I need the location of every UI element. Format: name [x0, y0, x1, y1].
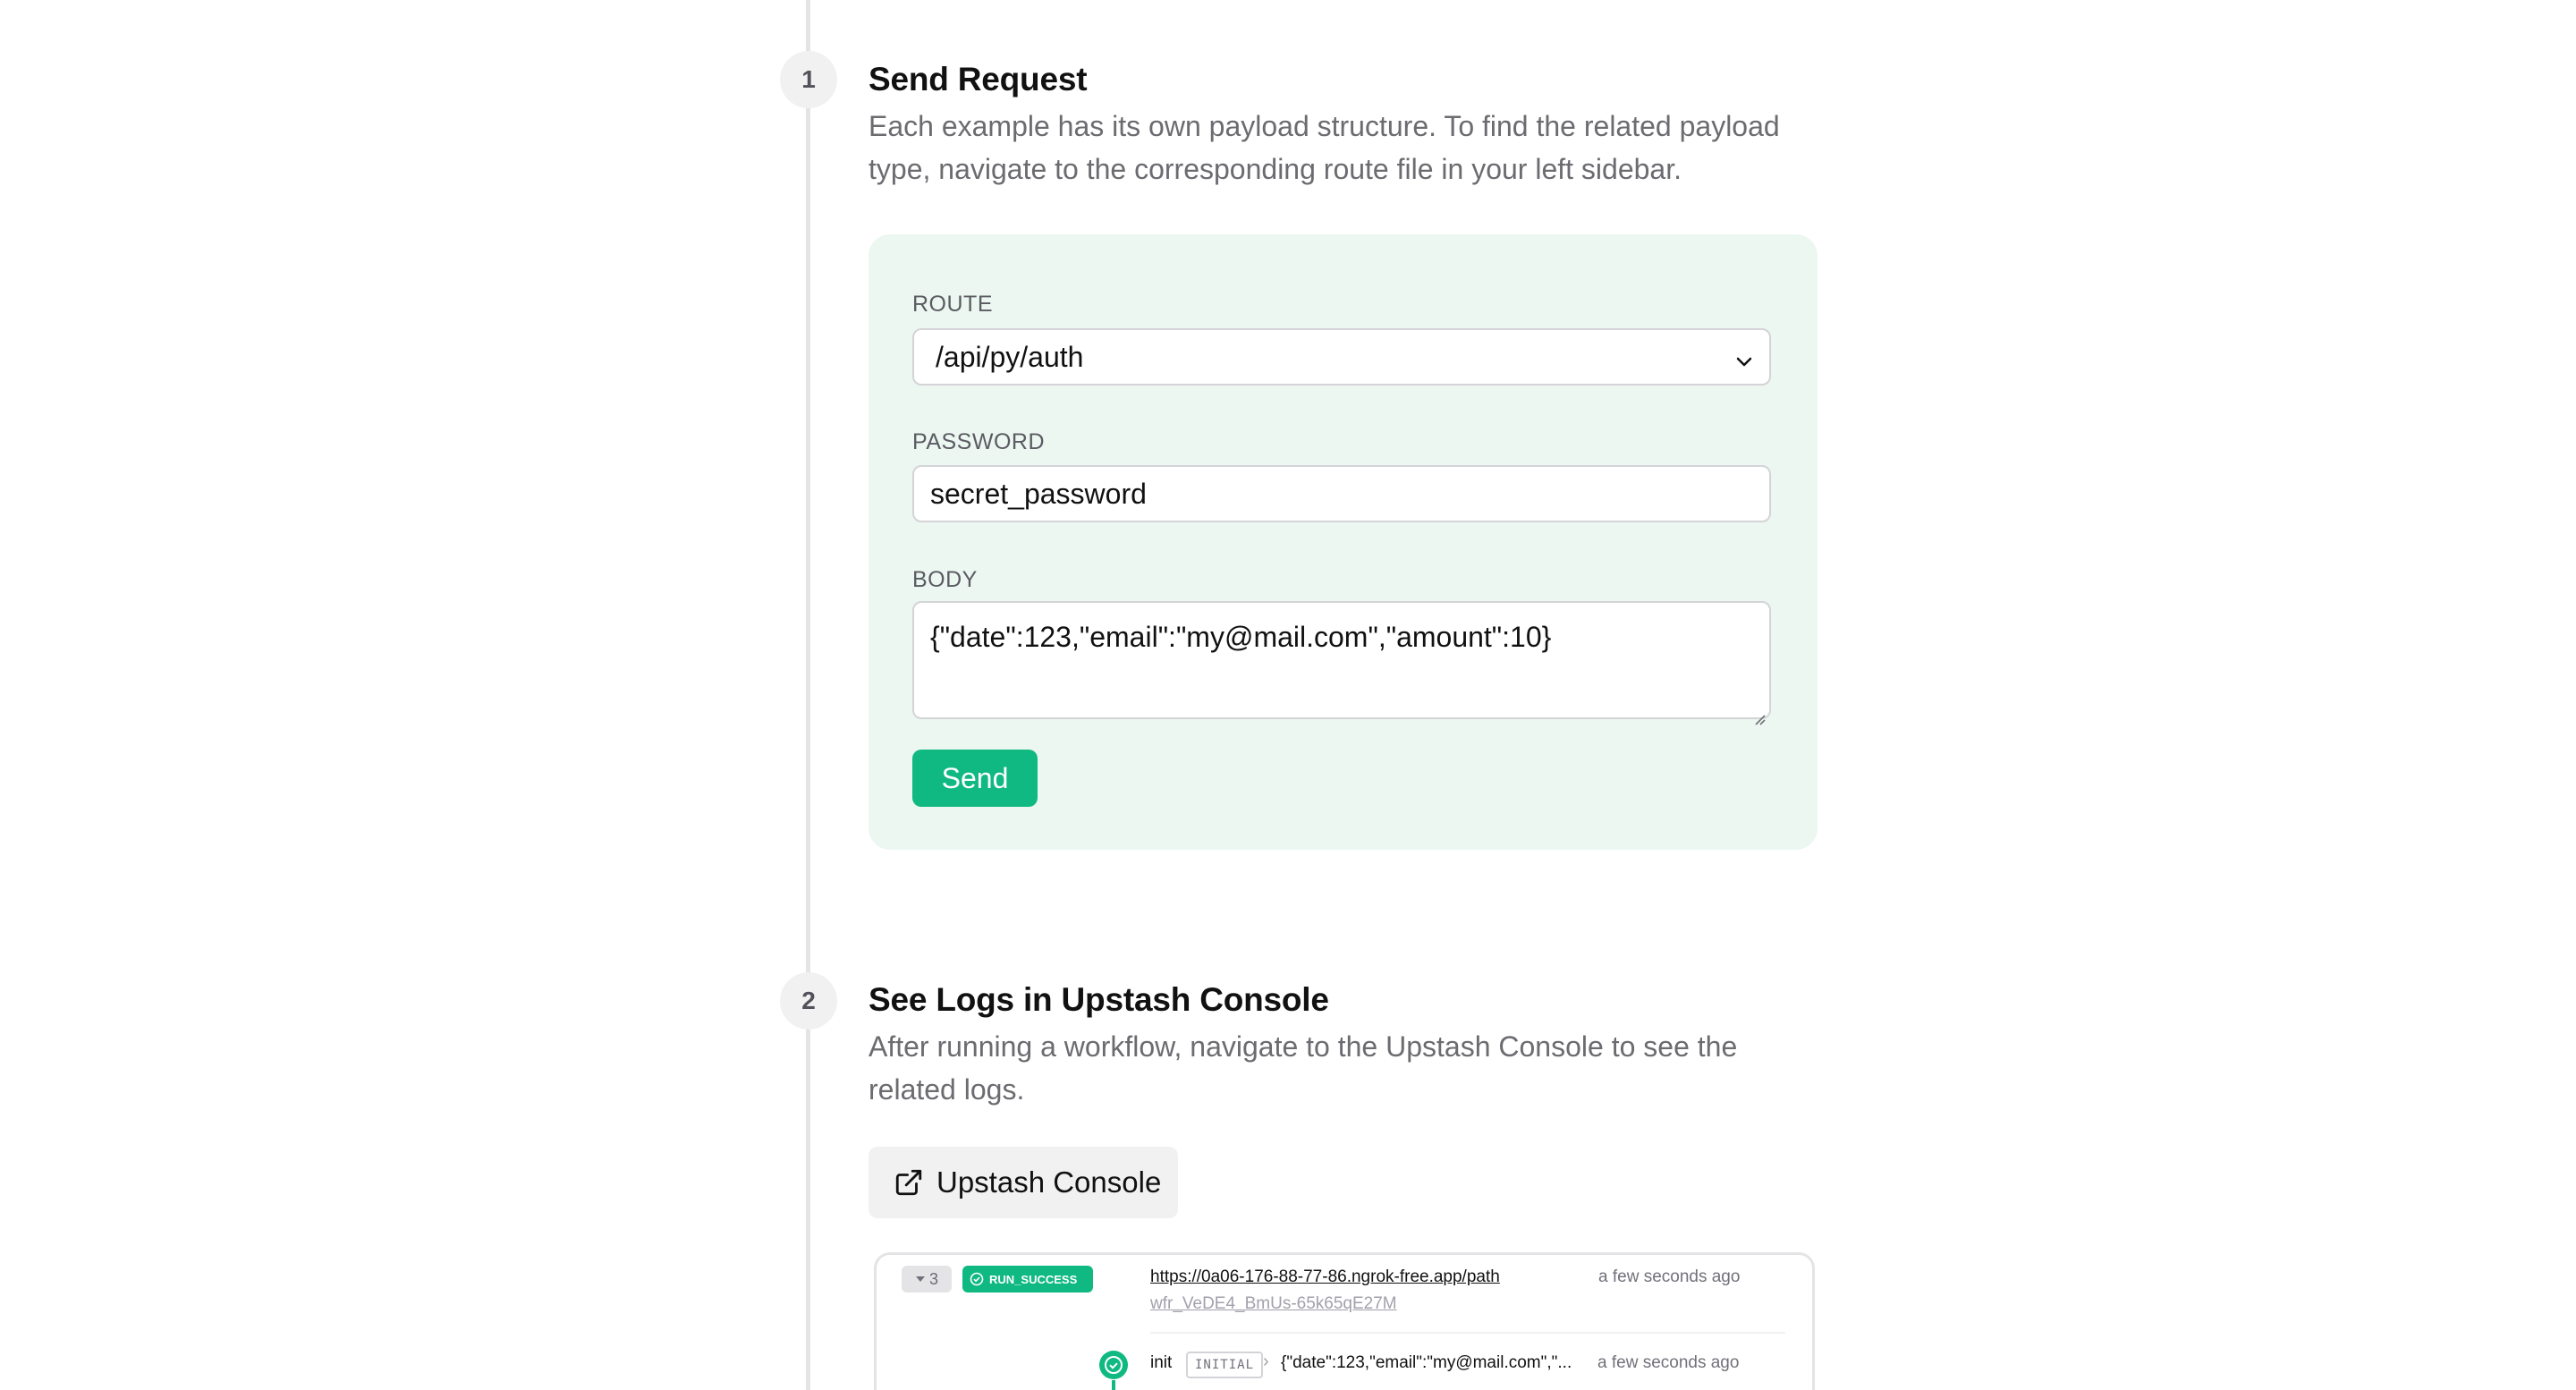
chevron-right-icon: ›	[1263, 1352, 1269, 1371]
route-label: ROUTE	[912, 292, 993, 317]
step-count: 3	[928, 1269, 938, 1288]
send-button[interactable]: Send	[912, 750, 1038, 807]
status-badge	[962, 1266, 1093, 1293]
workflow-url-link[interactable]: https://0a06-176-88-77-86.ngrok-free.app/path	[1150, 1267, 1500, 1286]
password-label: PASSWORD	[912, 429, 1045, 454]
chevron-down-icon	[1733, 346, 1755, 368]
check-circle-icon	[970, 1272, 984, 1286]
step-timestamp: a few seconds ago	[1597, 1353, 1740, 1372]
body-label: BODY	[912, 567, 978, 592]
step-1-description: Each example has its own payload structure. To find the related payload type, navigate to the corresponding route file in your left sidebar.	[869, 110, 1780, 185]
status-text: RUN_SUCCESS	[989, 1272, 1078, 1286]
caret-down-icon	[915, 1274, 926, 1284]
step-1-badge: 1	[780, 51, 837, 108]
step-2-description: After running a workflow, navigate to the Upstash Console to see the related logs.	[869, 1030, 1738, 1106]
step-1-title: Send Request	[869, 61, 1088, 97]
external-link-icon	[894, 1167, 924, 1198]
body-textarea[interactable]	[912, 601, 1771, 719]
route-select-value: /api/py/auth	[936, 340, 1084, 373]
password-input[interactable]	[912, 465, 1771, 522]
step-success-icon	[1098, 1350, 1129, 1380]
timeline-line	[806, 0, 810, 1390]
password-input-value: secret_password	[930, 477, 1147, 510]
step-connector-line	[1112, 1380, 1115, 1390]
step-name: init	[1150, 1353, 1173, 1372]
step-count-badge[interactable]	[902, 1266, 952, 1293]
console-logs-preview	[874, 1252, 1815, 1390]
step-2-badge: 2	[780, 972, 837, 1030]
step-payload: {"date":123,"email":"my@mail.com","...	[1281, 1353, 1572, 1372]
run-id-link[interactable]: wfr_VeDE4_BmUs-65k65qE27M	[1150, 1294, 1397, 1313]
resize-handle-icon[interactable]	[1751, 699, 1766, 714]
run-timestamp: a few seconds ago	[1598, 1267, 1741, 1286]
step-type-badge: INITIAL	[1186, 1352, 1263, 1378]
upstash-console-button[interactable]	[869, 1147, 1178, 1218]
step-2-title: See Logs in Upstash Console	[869, 981, 1329, 1018]
upstash-console-label: Upstash Console	[936, 1165, 1162, 1199]
body-textarea-value: {"date":123,"email":"my@mail.com","amount":10}	[930, 621, 1552, 653]
route-select[interactable]	[912, 328, 1771, 386]
preview-divider	[1150, 1332, 1785, 1334]
